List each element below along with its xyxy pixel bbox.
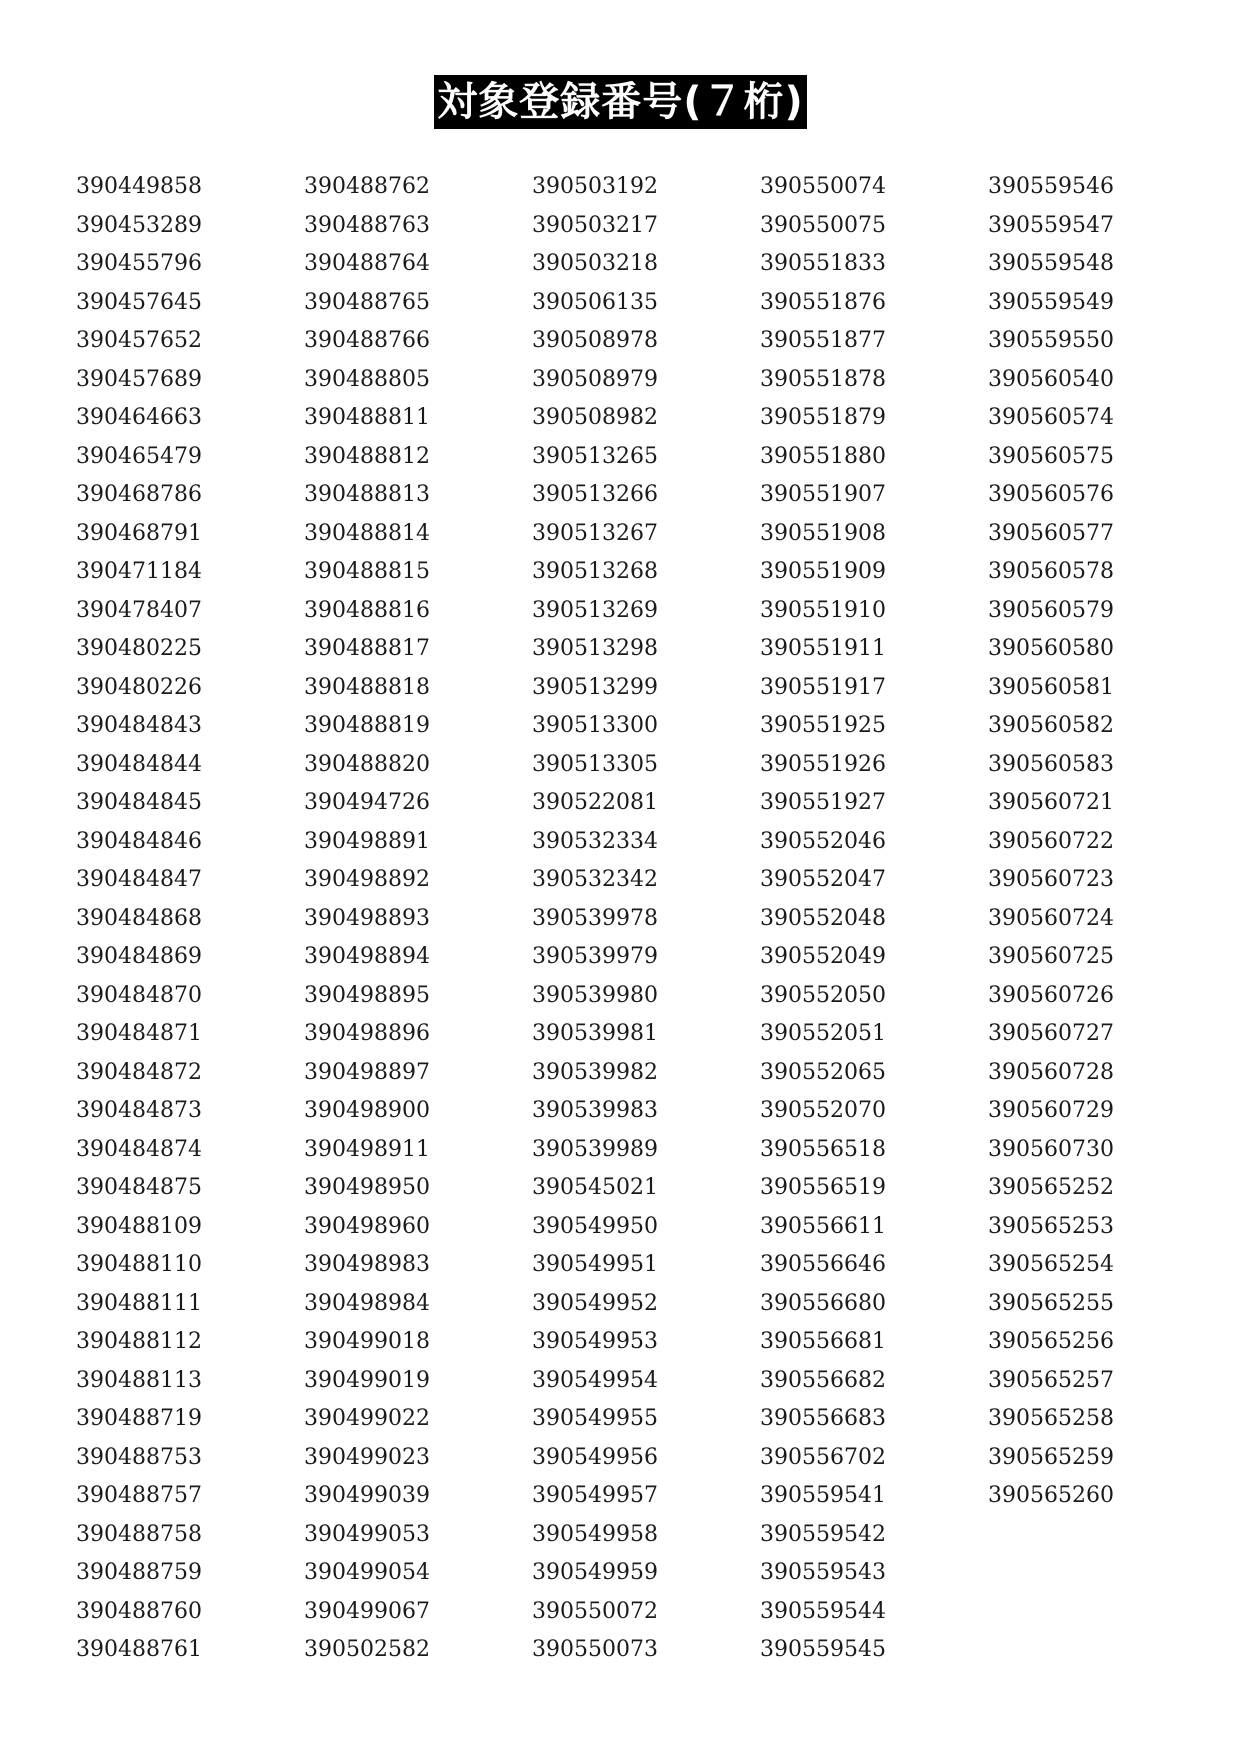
registration-number: 390488813	[304, 482, 430, 507]
registration-number: 390488811	[304, 405, 430, 430]
registration-number: 390539981	[532, 1021, 658, 1046]
registration-number: 390488762	[304, 174, 430, 199]
number-column-2	[304, 168, 532, 1670]
registration-number: 390484875	[76, 1175, 202, 1200]
registration-number: 390498983	[304, 1252, 430, 1277]
registration-number: 390556702	[760, 1444, 886, 1470]
registration-number: 390488112	[76, 1329, 202, 1354]
registration-number: 390480226	[76, 674, 202, 700]
registration-number: 390508982	[532, 405, 658, 430]
registration-number: 390556681	[760, 1329, 886, 1354]
registration-number: 390471184	[76, 559, 202, 584]
registration-number: 390560540	[988, 366, 1114, 392]
registration-number: 390488805	[304, 366, 430, 392]
registration-number: 390468786	[76, 482, 202, 507]
registration-number: 390484847	[76, 867, 202, 892]
registration-number: 390498892	[304, 867, 430, 892]
registration-number: 390464663	[76, 405, 202, 430]
registration-number: 390513268	[532, 559, 658, 584]
page-title-container	[0, 75, 1241, 129]
registration-number: 390503218	[532, 251, 658, 276]
registration-number: 390539978	[532, 905, 658, 931]
registration-number: 390549952	[532, 1290, 658, 1316]
registration-number: 390551911	[760, 636, 886, 661]
registration-number: 390560578	[988, 559, 1114, 584]
registration-number: 390498893	[304, 905, 430, 931]
registration-number: 390551879	[760, 405, 886, 430]
registration-number: 390559550	[988, 328, 1114, 353]
registration-number: 390539983	[532, 1098, 658, 1123]
registration-number: 390551833	[760, 251, 886, 276]
registration-number: 390549959	[532, 1560, 658, 1585]
registration-number: 390457645	[76, 289, 202, 315]
registration-number: 390560579	[988, 597, 1114, 623]
registration-number: 390522081	[532, 790, 658, 815]
registration-number: 390539980	[532, 982, 658, 1008]
number-column-5	[988, 168, 1216, 1670]
registration-number: 390559546	[988, 174, 1114, 199]
registration-number: 390488764	[304, 251, 430, 276]
registration-number: 390552070	[760, 1098, 886, 1123]
registration-number: 390559543	[760, 1560, 886, 1585]
registration-number: 390552065	[760, 1059, 886, 1085]
registration-number: 390499054	[304, 1560, 430, 1585]
registration-number: 390488761	[76, 1637, 202, 1662]
registration-number: 390455796	[76, 251, 202, 276]
registration-number: 390551926	[760, 751, 886, 777]
registration-number: 390503217	[532, 212, 658, 238]
registration-number: 390513265	[532, 443, 658, 469]
registration-number: 390551910	[760, 597, 886, 623]
registration-number: 390498911	[304, 1136, 430, 1162]
registration-number: 390484843	[76, 713, 202, 738]
registration-number: 390478407	[76, 597, 202, 623]
registration-number: 390549954	[532, 1367, 658, 1393]
registration-number: 390551907	[760, 482, 886, 507]
registration-number: 390552049	[760, 944, 886, 969]
registration-number: 390552046	[760, 828, 886, 854]
registration-number: 390552050	[760, 982, 886, 1008]
registration-number: 390484844	[76, 751, 202, 777]
registration-number: 390484845	[76, 790, 202, 815]
registration-number: 390560730	[988, 1136, 1114, 1162]
registration-number: 390488818	[304, 674, 430, 700]
registration-number: 390549953	[532, 1329, 658, 1354]
registration-number: 390539982	[532, 1059, 658, 1085]
registration-number: 390560723	[988, 867, 1114, 892]
registration-number: 390551878	[760, 366, 886, 392]
registration-number: 390484870	[76, 982, 202, 1008]
registration-number: 390498894	[304, 944, 430, 969]
registration-number: 390556683	[760, 1406, 886, 1431]
registration-number: 390506135	[532, 289, 658, 315]
registration-number: 390559541	[760, 1483, 886, 1508]
registration-number: 390449858	[76, 174, 202, 199]
registration-number: 390484873	[76, 1098, 202, 1123]
registration-number: 390484872	[76, 1059, 202, 1085]
registration-number: 390488110	[76, 1252, 202, 1277]
registration-number: 390539989	[532, 1136, 658, 1162]
registration-number: 390498900	[304, 1098, 430, 1123]
registration-number: 390556646	[760, 1252, 886, 1277]
registration-number: 390484874	[76, 1136, 202, 1162]
registration-number: 390565255	[988, 1290, 1114, 1316]
registration-number: 390565257	[988, 1367, 1114, 1393]
registration-number: 390560574	[988, 405, 1114, 430]
registration-number: 390549951	[532, 1252, 658, 1277]
registration-number: 390488758	[76, 1521, 202, 1547]
registration-number: 390550074	[760, 174, 886, 199]
registration-number: 390498891	[304, 828, 430, 854]
registration-number: 390484868	[76, 905, 202, 931]
registration-number: 390560728	[988, 1059, 1114, 1085]
registration-number: 390556680	[760, 1290, 886, 1316]
registration-number: 390498960	[304, 1213, 430, 1239]
registration-number: 390488757	[76, 1483, 202, 1508]
registration-number: 390565260	[988, 1483, 1114, 1508]
registration-number: 390513305	[532, 751, 658, 777]
registration-number: 390484869	[76, 944, 202, 969]
registration-number: 390550075	[760, 212, 886, 238]
registration-number: 390565258	[988, 1406, 1114, 1431]
registration-number: 390551908	[760, 520, 886, 546]
registration-number: 390508978	[532, 328, 658, 353]
registration-number: 390499039	[304, 1483, 430, 1508]
registration-number: 390513267	[532, 520, 658, 546]
registration-number: 390499022	[304, 1406, 430, 1431]
registration-number: 390499018	[304, 1329, 430, 1354]
registration-number: 390565254	[988, 1252, 1114, 1277]
registration-number: 390551909	[760, 559, 886, 584]
registration-number: 390484871	[76, 1021, 202, 1046]
registration-number: 390498896	[304, 1021, 430, 1046]
registration-number: 390560727	[988, 1021, 1114, 1046]
registration-number: 390556518	[760, 1136, 886, 1162]
registration-number: 390549950	[532, 1213, 658, 1239]
registration-number: 390560729	[988, 1098, 1114, 1123]
registration-number: 390550072	[532, 1598, 658, 1624]
registration-number: 390480225	[76, 636, 202, 661]
registration-number: 390498950	[304, 1175, 430, 1200]
registration-number: 390560575	[988, 443, 1114, 469]
registration-number: 390499023	[304, 1444, 430, 1470]
registration-number: 390556611	[760, 1213, 886, 1239]
registration-number: 390552048	[760, 905, 886, 931]
registration-number: 390549958	[532, 1521, 658, 1547]
page-title: 対象登録番号(７桁)	[434, 75, 807, 129]
registration-number: 390532342	[532, 867, 658, 892]
registration-number: 390545021	[532, 1175, 658, 1200]
registration-number: 390513299	[532, 674, 658, 700]
registration-number: 390513269	[532, 597, 658, 623]
registration-number: 390551876	[760, 289, 886, 315]
registration-number: 390551917	[760, 674, 886, 700]
registration-number: 390565256	[988, 1329, 1114, 1354]
registration-number: 390549955	[532, 1406, 658, 1431]
registration-number: 390560722	[988, 828, 1114, 854]
number-column-4	[760, 168, 988, 1670]
registration-number: 390559547	[988, 212, 1114, 238]
registration-number: 390498895	[304, 982, 430, 1008]
registration-number: 390457652	[76, 328, 202, 353]
registration-number: 390560583	[988, 751, 1114, 777]
registration-number: 390532334	[532, 828, 658, 854]
registration-number: 390488820	[304, 751, 430, 777]
registration-number: 390549956	[532, 1444, 658, 1470]
registration-number: 390551925	[760, 713, 886, 738]
registration-number: 390559548	[988, 251, 1114, 276]
registration-number: 390549957	[532, 1483, 658, 1508]
registration-number: 390560726	[988, 982, 1114, 1008]
registration-number: 390488111	[76, 1290, 202, 1316]
registration-number: 390488760	[76, 1598, 202, 1624]
registration-number: 390560581	[988, 674, 1114, 700]
registration-number: 390457689	[76, 366, 202, 392]
registration-number: 390498897	[304, 1059, 430, 1085]
registration-number: 390560576	[988, 482, 1114, 507]
registration-number: 390559549	[988, 289, 1114, 315]
registration-number: 390550073	[532, 1637, 658, 1662]
registration-number: 390488766	[304, 328, 430, 353]
registration-number: 390559544	[760, 1598, 886, 1624]
registration-number: 390499019	[304, 1367, 430, 1393]
registration-number: 390488765	[304, 289, 430, 315]
number-column-3	[532, 168, 760, 1670]
registration-number: 390503192	[532, 174, 658, 199]
registration-number: 390488815	[304, 559, 430, 584]
registration-number: 390488759	[76, 1560, 202, 1585]
registration-number: 390565259	[988, 1444, 1114, 1470]
registration-number-grid	[76, 168, 1216, 1670]
registration-number: 390499067	[304, 1598, 430, 1624]
registration-number: 390560577	[988, 520, 1114, 546]
registration-number: 390488719	[76, 1406, 202, 1431]
registration-number: 390552047	[760, 867, 886, 892]
registration-number: 390551880	[760, 443, 886, 469]
registration-number: 390565252	[988, 1175, 1114, 1200]
registration-number: 390539979	[532, 944, 658, 969]
registration-number: 390468791	[76, 520, 202, 546]
registration-number: 390494726	[304, 790, 430, 815]
registration-number: 390551927	[760, 790, 886, 815]
registration-number: 390484846	[76, 828, 202, 854]
registration-number: 390488113	[76, 1367, 202, 1393]
registration-number: 390552051	[760, 1021, 886, 1046]
registration-number: 390556682	[760, 1367, 886, 1393]
registration-number: 390513266	[532, 482, 658, 507]
registration-number: 390488814	[304, 520, 430, 546]
registration-number: 390488753	[76, 1444, 202, 1470]
registration-number: 390559542	[760, 1521, 886, 1547]
registration-number: 390560580	[988, 636, 1114, 661]
registration-number: 390560724	[988, 905, 1114, 931]
registration-number: 390556519	[760, 1175, 886, 1200]
registration-number: 390488816	[304, 597, 430, 623]
registration-number: 390488819	[304, 713, 430, 738]
registration-number: 390488763	[304, 212, 430, 238]
registration-number: 390560725	[988, 944, 1114, 969]
registration-number: 390499053	[304, 1521, 430, 1547]
registration-number: 390498984	[304, 1290, 430, 1316]
registration-number: 390488812	[304, 443, 430, 469]
registration-number: 390508979	[532, 366, 658, 392]
registration-number: 390551877	[760, 328, 886, 353]
registration-number: 390560582	[988, 713, 1114, 738]
number-column-1	[76, 168, 304, 1670]
registration-number: 390513298	[532, 636, 658, 661]
registration-number: 390513300	[532, 713, 658, 738]
registration-number: 390559545	[760, 1637, 886, 1662]
registration-number: 390565253	[988, 1213, 1114, 1239]
registration-number: 390488817	[304, 636, 430, 661]
registration-number: 390560721	[988, 790, 1114, 815]
registration-number: 390465479	[76, 443, 202, 469]
registration-number: 390488109	[76, 1213, 202, 1239]
registration-number: 390502582	[304, 1637, 430, 1662]
registration-number: 390453289	[76, 212, 202, 238]
